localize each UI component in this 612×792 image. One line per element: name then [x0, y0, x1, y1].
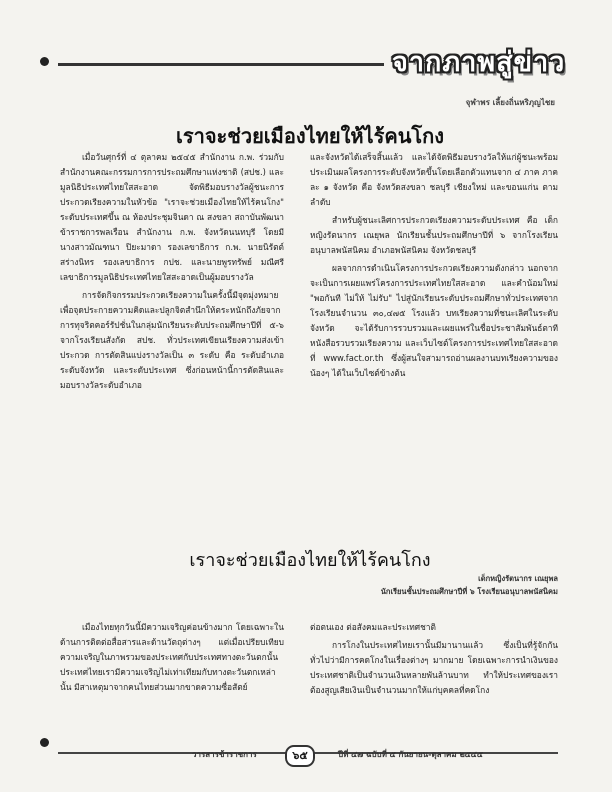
essay-author-name: เด็กหญิงรัตนากร เณยุพล [478, 574, 558, 583]
essay-author-school: นักเรียนชั้นประถมศึกษาปีที่ ๖ โรงเรียนอนุบาลพนัสนิคม [380, 587, 558, 596]
footer-magazine: วารสารข้าราชการ [192, 750, 257, 759]
paragraph: การโกงในประเทศไทยเรานั้นมีมานานแล้ว ซึ่งเป็นที่รู้จักกันทั่วไปว่ามีการคดโกงในเรื่องต่างๆ มากมาย โดยเฉพาะการนำเงินของประเทศชาติเป็นจำนวนเงินหลายพันล้านบาท ทำให้ประเทศของเราต้องสูญเสียเงินเป็นจำนวนมากให้แก่บุคคลที่คดโกง [310, 640, 558, 695]
article1-right-column [310, 150, 558, 384]
section-title: จากภาพสู่ข่าว [392, 47, 566, 78]
author: จุฬาพร เลี้ยงถิ่นหริภุญไชย [465, 98, 555, 107]
essay-byline [330, 572, 558, 598]
essay-title: เราจะช่วยเมืองไทยให้ไร้คนโกง [189, 550, 431, 571]
essay-left-column [60, 620, 284, 698]
paragraph: สำหรับผู้ชนะเลิศการประกวดเรียงความระดับประเทศ คือ เด็กหญิงรัตนากร เณยุพล นักเรียนชั้นประถมศึกษาปีที่ ๖ จากโรงเรียนอนุบาลพนัสนิคม อำเภอพนัสนิคม จังหวัดชลบุรี [310, 215, 558, 255]
footer-issue: ปีที่ ๔๗ ฉบับที่ ๕ กันยายน-ตุลาคม ๒๕๔๕ [338, 750, 483, 759]
bullet-icon [40, 57, 49, 66]
page-number: ๖๕ [285, 745, 315, 767]
paragraph: และจังหวัดได้เสร็จสิ้นแล้ว และได้จัดพิธีมอบรางวัลให้แก่ผู้ชนะพร้อมประเมินผลโครงการระดับจังหวัดขึ้นโดยเลือกตัวแทนจาก ๔ ภาค ภาคละ ๑ จังหวัด คือ จังหวัดสงขลา ชลบุรี เชียงใหม่ และขอนแก่น ตามลำดับ [310, 152, 558, 207]
paragraph: การจัดกิจกรรมประกวดเรียงความในครั้งนี้มีจุดมุ่งหมายเพื่อจุดประกายความคิดและปลูกจิตสำนึกให้ตระหนักถึงภัยจากการทุจริตคอร์รัปชั่นในกลุ่มนักเรียนระดับประถมศึกษาปีที่ ๕-๖ จากโรงเรียนสังกัด สปช. ทั่วประเทศเขียนเรียงความส่งเข้าประกวด การตัดสินแบ่งรางวัลเป็น ๓ ระดับ คือ ระดับอำเภอ ระดับจังหวัด และระดับประเทศ ซึ่งก่อนหน้านี้การตัดสินและมอบรางวัลระดับอำเภอ [60, 290, 284, 390]
article-title: เราจะช่วยเมืองไทยให้ไร้คนโกง [176, 124, 444, 148]
header-rule [58, 63, 384, 66]
article1-left-column [60, 150, 284, 396]
paragraph: ต่อตนเอง ต่อสังคมและประเทศชาติ [310, 622, 436, 632]
paragraph: เมื่อวันศุกร์ที่ ๔ ตุลาคม ๒๕๔๕ สำนักงาน ก.พ. ร่วมกับสำนักงานคณะกรรมการการประถมศึกษาแห่งชาติ (สปช.) และมูลนิธิประเทศไทยใสสะอาด จัดพิธีมอบรางวัลผู้ชนะการประกวดเรียงความในหัวข้อ "เราจะช่วยเมืองไทยให้ไร้คนโกง" ระดับประเทศขึ้น ณ ห้องประชุมจินดา ณ สงขลา สถาบันพัฒนาข้าราชการพลเรือน สำนักงาน ก.พ. จังหวัดนนทบุรี โดยมีนางสาวมัณฑนา ปิยะมาดา รองเลขาธิการ ก.พ. นายนิรัตต์ สร่างนิทร รองเลขาธิการ กปช. และนายพูรทรัพย์ มณีศรี เลขาธิการมูลนิธิประเทศไทยใสสะอาดเป็นผู้มอบรางวัล [60, 152, 284, 282]
bullet-icon [40, 738, 49, 747]
essay-right-column [310, 620, 558, 701]
paragraph: ผลจากการดำเนินโครงการประกวดเรียงความดังกล่าว นอกจากจะเป็นการเผยแพร่โครงการประเทศไทยใสสะอาด และคำน้อมใหม่ "พอกันที ไม่ให้ ไม่รับ" ไปสู่นักเรียนระดับประถมศึกษาทั่วประเทศจากโรงเรียนจำนวน ๓๐,๔๗๕ โรงแล้ว บทเรียงความที่ชนะเลิศในระดับจังหวัด จะได้รับการรวบรวมและเผยแพร่ในชื่อประชาสัมพันธ์ตาทีหนังสือรวบรวมเรียงความ และเว็บไซต์โครงการประเทศไทยใสสะอาด ที่ www.fact.or.th ซึ่งผู้สนใจสามารถอ่านผลงานบทเรียงความของน้องๆ ได้ในเว็บไซต์ข้างต้น [310, 263, 558, 378]
paragraph: เมืองไทยทุกวันนี้มีความเจริญค่อนข้างมาก โดยเฉพาะในด้านการติดต่อสื่อสารและด้านวัตถุต่างๆ แต่เมื่อเปรียบเทียบความเจริญในภาพรวมของประเทศกับประเทศทางตะวันตกนั้น ประเทศไทยเรามีความเจริญไม่เท่าเทียมกับทางตะวันตกเหล่านั้น มีสาเหตุมาจากคนไทยส่วนมากขาดความซื่อสัตย์ [60, 622, 284, 692]
